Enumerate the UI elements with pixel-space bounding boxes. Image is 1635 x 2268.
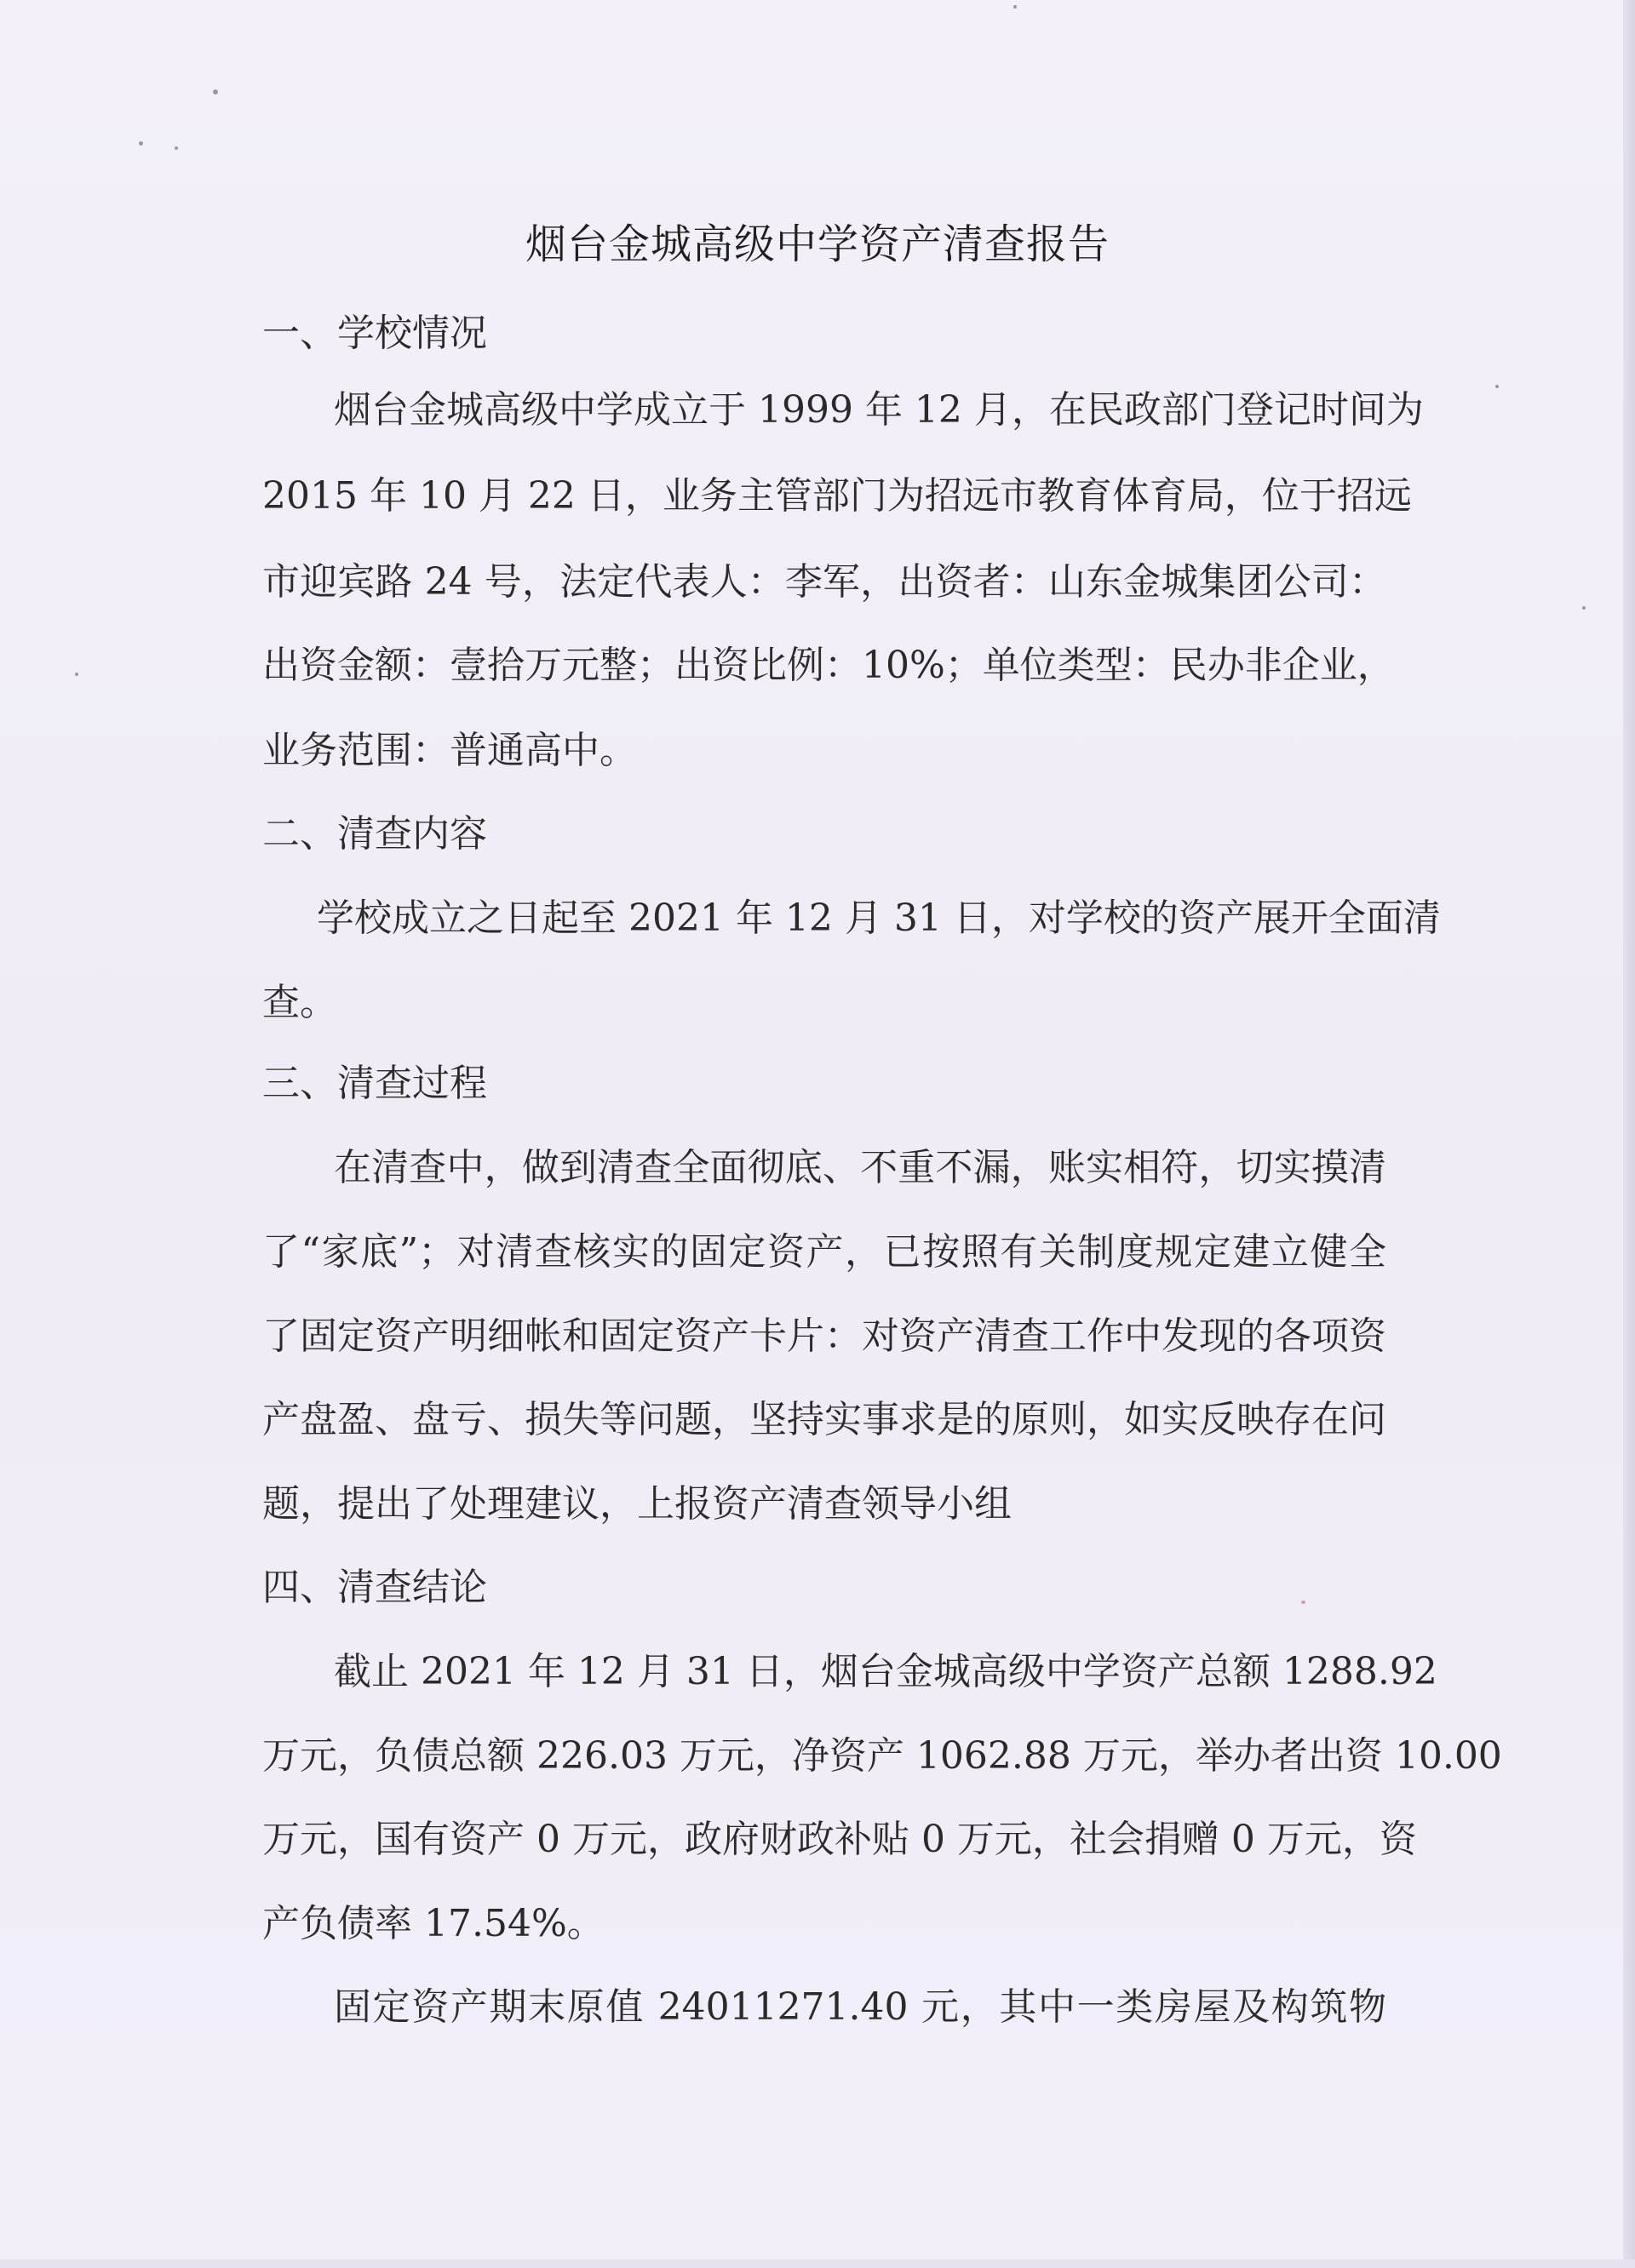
- scan-speck: [1301, 1601, 1305, 1604]
- paragraph-line: 烟台金城高级中学成立于 1999 年 12 月，在民政部门登记时间为: [334, 388, 1424, 432]
- paragraph-line: 万元，负债总额 226.03 万元，净资产 1062.88 万元，举办者出资 10.00: [262, 1734, 1502, 1778]
- section-heading-conclusion: 四、清查结论: [262, 1566, 487, 1609]
- paragraph-line: 了固定资产明细帐和固定资产卡片：对资产清查工作中发现的各项资: [262, 1314, 1386, 1358]
- paragraph-line: 在清查中，做到清查全面彻底、不重不漏，账实相符，切实摸清: [334, 1146, 1386, 1189]
- paragraph-line: 市迎宾路 24 号，法定代表人：李军，出资者：山东金城集团公司：: [262, 560, 1386, 604]
- section-heading-scope: 二、清查内容: [262, 812, 487, 856]
- paragraph-line: 了“家底”；对清查核实的固定资产，已按照有关制度规定建立健全: [262, 1230, 1386, 1274]
- paragraph-line: 出资金额：壹拾万元整；出资比例：10%；单位类型：民办非企业，: [262, 644, 1395, 687]
- paragraph-line: 2015 年 10 月 22 日，业务主管部门为招远市教育体育局，位于招远: [262, 474, 1412, 518]
- scan-speck: [213, 89, 218, 94]
- paragraph-line: 固定资产期末原值 24011271.40 元，其中一类房屋及构筑物: [334, 1985, 1386, 2029]
- paragraph-line: 学校成立之日起至 2021 年 12 月 31 日，对学校的资产展开全面清: [317, 896, 1441, 940]
- page-edge-shadow: [1623, 0, 1635, 2268]
- paragraph-line: 万元，国有资产 0 万元，政府财政补贴 0 万元，社会捐赠 0 万元，资: [262, 1818, 1417, 1861]
- scan-speck: [139, 141, 143, 146]
- document-title: 烟台金城高级中学资产清查报告: [525, 220, 1110, 268]
- section-heading-process: 三、清查过程: [262, 1062, 487, 1105]
- scan-speck: [1013, 5, 1017, 9]
- section-heading-school-info: 一、学校情况: [262, 312, 487, 355]
- scan-speck: [1495, 385, 1499, 388]
- paragraph-line: 查。: [262, 981, 337, 1024]
- paragraph-line: 产盘盈、盘亏、损失等问题，坚持实事求是的原则，如实反映存在问: [262, 1398, 1386, 1441]
- paragraph-line: 业务范围：普通高中。: [262, 729, 637, 772]
- paragraph-line: 题，提出了处理建议，上报资产清查领导小组: [262, 1482, 1012, 1526]
- paragraph-line: 截止 2021 年 12 月 31 日，烟台金城高级中学资产总额 1288.92: [334, 1650, 1437, 1693]
- scan-speck: [75, 673, 78, 676]
- scan-speck: [1582, 606, 1586, 610]
- scan-speck: [175, 146, 178, 150]
- page-bottom-edge: [0, 2259, 1635, 2268]
- paragraph-line: 产负债率 17.54%。: [262, 1902, 605, 1945]
